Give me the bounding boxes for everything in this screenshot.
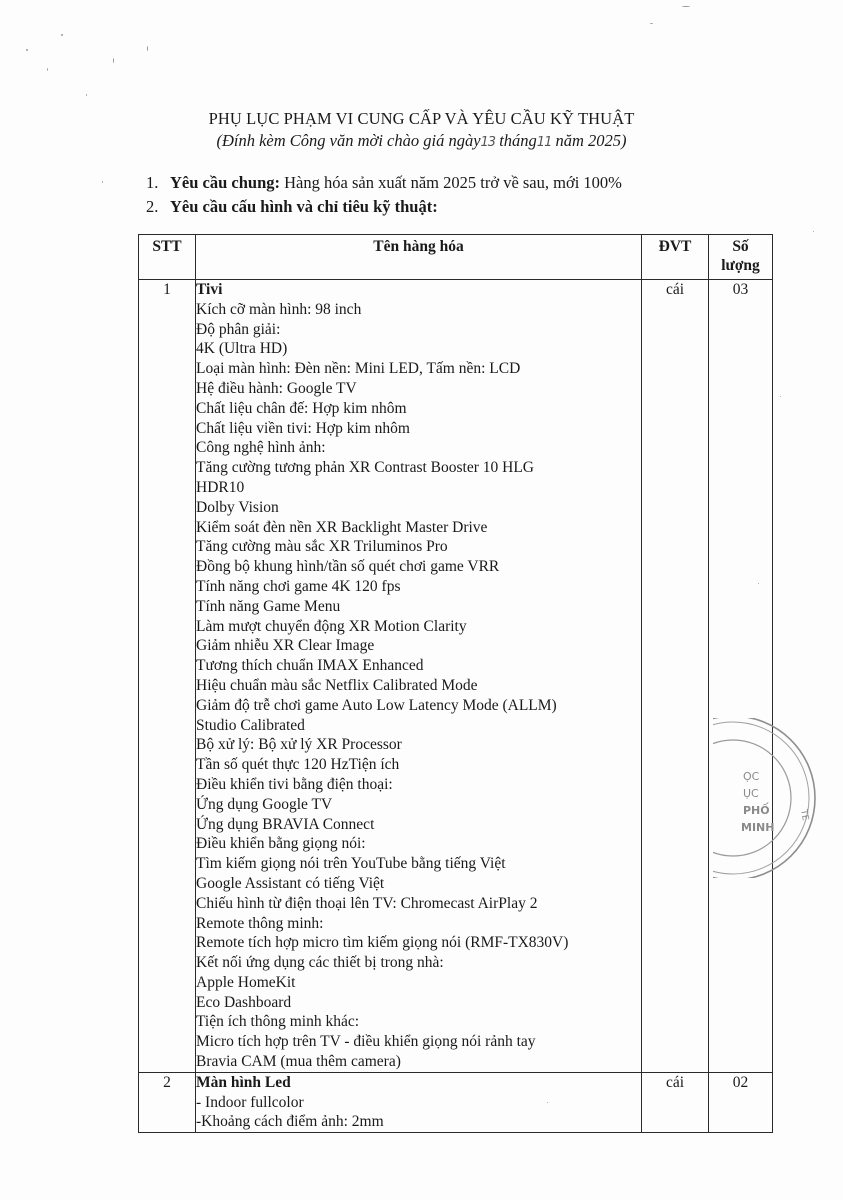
header-unit: ĐVT xyxy=(642,235,709,280)
spec-line: Tính năng chơi game 4K 120 fps xyxy=(196,577,401,595)
spec-line: Tiện ích thông minh khác: xyxy=(196,1013,360,1031)
goods-table xyxy=(138,234,773,1133)
subtitle-suffix: năm 2025) xyxy=(551,131,627,150)
requirement-number: 1. xyxy=(146,173,159,192)
spec-line: HDR10 xyxy=(196,478,245,496)
spec-line: -Khoảng cách điểm ảnh: 2mm xyxy=(196,1113,384,1131)
spec-line: Giảm độ trễ chơi game Auto Low Latency Mode (ALLM) xyxy=(196,696,557,714)
spec-line: Chất liệu chân đế: Hợp kim nhôm xyxy=(196,399,407,417)
document-title: PHỤ LỤC PHẠM VI CUNG CẤP VÀ YÊU CẦU KỸ THUẬT xyxy=(208,109,635,128)
spec-line: Hiệu chuẩn màu sắc Netflix Calibrated Mode xyxy=(196,676,478,694)
official-seal xyxy=(713,718,831,878)
seal-fragment-4: MINH xyxy=(741,821,775,834)
spec-line: Apple HomeKit xyxy=(196,973,296,991)
handwritten-month: 11 xyxy=(536,135,552,150)
header-quantity-line2: lượng xyxy=(721,257,760,274)
seal-fragment-1: ỌC xyxy=(743,770,760,783)
seal-fragment-5: TE xyxy=(798,808,810,822)
header-name: Tên hàng hóa xyxy=(196,235,642,280)
requirement-text: Hàng hóa sản xuất năm 2025 trở về sau, mới 100% xyxy=(280,173,622,192)
spec-line: Remote tích hợp micro tìm kiếm giọng nói (RMF-TX830V) xyxy=(196,934,569,952)
spec-line: 4K (Ultra HD) xyxy=(196,340,288,358)
spec-line: Tính năng Game Menu xyxy=(196,597,341,615)
spec-line: Đồng bộ khung hình/tần số quét chơi game VRR xyxy=(196,558,500,576)
spec-line: Chiếu hình từ điện thoại lên TV: Chromecast AirPlay 2 xyxy=(196,894,538,912)
requirement-label: Yêu cầu cấu hình và chỉ tiêu kỹ thuật: xyxy=(170,197,438,216)
table-body xyxy=(139,280,773,1133)
seal-fragment-2: ỤC xyxy=(743,787,759,800)
spec-line: Tần số quét thực 120 HzTiện ích xyxy=(196,756,400,774)
cell-quantity: 02 xyxy=(709,1072,773,1132)
spec-line: Tăng cường tương phản XR Contrast Booster 10 HLG xyxy=(196,459,534,477)
header-quantity-line1: Số xyxy=(732,238,749,255)
seal-fragment-3: PHỐ xyxy=(743,804,770,817)
spec-line: Kết nối ứng dụng các thiết bị trong nhà: xyxy=(196,954,444,972)
cell-unit: cái xyxy=(642,1072,709,1132)
spec-line: Eco Dashboard xyxy=(196,993,292,1011)
requirement-general xyxy=(146,173,622,193)
spec-line: Kích cỡ màn hình: 98 inch xyxy=(196,300,362,318)
cell-unit: cái xyxy=(642,280,709,1073)
spec-line: Loại màn hình: Đèn nền: Mini LED, Tấm nền: LCD xyxy=(196,360,521,378)
spec-line: Tương thích chuẩn IMAX Enhanced xyxy=(196,657,424,675)
spec-line: Ứng dụng BRAVIA Connect xyxy=(196,815,375,833)
header-quantity xyxy=(709,235,773,280)
header-stt: STT xyxy=(139,235,196,280)
goods-name: Màn hình Led xyxy=(196,1073,291,1091)
table-header-row xyxy=(139,235,773,280)
cell-stt: 2 xyxy=(139,1072,196,1132)
spec-line: Hệ điều hành: Google TV xyxy=(196,379,357,397)
subtitle-middle: tháng xyxy=(495,131,537,150)
spec-line: Micro tích hợp trên TV - điều khiển giọng nói rảnh tay xyxy=(196,1033,536,1051)
spec-line: Điều khiển tivi bằng điện thoại: xyxy=(196,775,393,793)
cell-stt: 1 xyxy=(139,280,196,1073)
spec-line: - Indoor fullcolor xyxy=(196,1093,304,1111)
spec-line: Bộ xử lý: Bộ xử lý XR Processor xyxy=(196,736,402,754)
spec-line: Điều khiển bằng giọng nói: xyxy=(196,835,366,853)
spec-line: Tăng cường màu sắc XR Triluminos Pro xyxy=(196,538,448,556)
table-row xyxy=(139,280,773,1073)
requirement-number: 2. xyxy=(146,197,159,216)
spec-line: Độ phân giải: xyxy=(196,320,281,338)
requirement-technical xyxy=(146,197,438,217)
subtitle-prefix: (Đính kèm Công văn mời chào giá ngày xyxy=(216,131,481,150)
spec-line: Kiểm soát đèn nền XR Backlight Master Drive xyxy=(196,518,488,536)
spec-line: Công nghệ hình ảnh: xyxy=(196,439,326,457)
goods-name: Tivi xyxy=(196,281,223,298)
spec-line: Bravia CAM (mua thêm camera) xyxy=(196,1053,401,1071)
table-row xyxy=(139,1072,773,1132)
cell-quantity: 03 xyxy=(709,280,773,1073)
cell-goods-name xyxy=(196,1072,642,1132)
spec-line: Remote thông minh: xyxy=(196,914,324,932)
spec-line: Giảm nhiễu XR Clear Image xyxy=(196,637,375,655)
seal-icon xyxy=(713,718,831,878)
spec-line: Google Assistant có tiếng Việt xyxy=(196,874,385,892)
handwritten-day: 13 xyxy=(480,135,496,150)
spec-line: Ứng dụng Google TV xyxy=(196,795,333,813)
spec-line: Làm mượt chuyển động XR Motion Clarity xyxy=(196,617,467,635)
spec-line: Chất liệu viền tivi: Hợp kim nhôm xyxy=(196,419,410,437)
spec-line: Tìm kiếm giọng nói trên YouTube bằng tiếng Việt xyxy=(196,855,506,873)
spec-line: Dolby Vision xyxy=(196,498,279,516)
cell-goods-name xyxy=(196,280,642,1073)
spec-line: Studio Calibrated xyxy=(196,716,305,734)
requirement-label: Yêu cầu chung: xyxy=(170,173,281,192)
document-subtitle xyxy=(0,131,843,151)
